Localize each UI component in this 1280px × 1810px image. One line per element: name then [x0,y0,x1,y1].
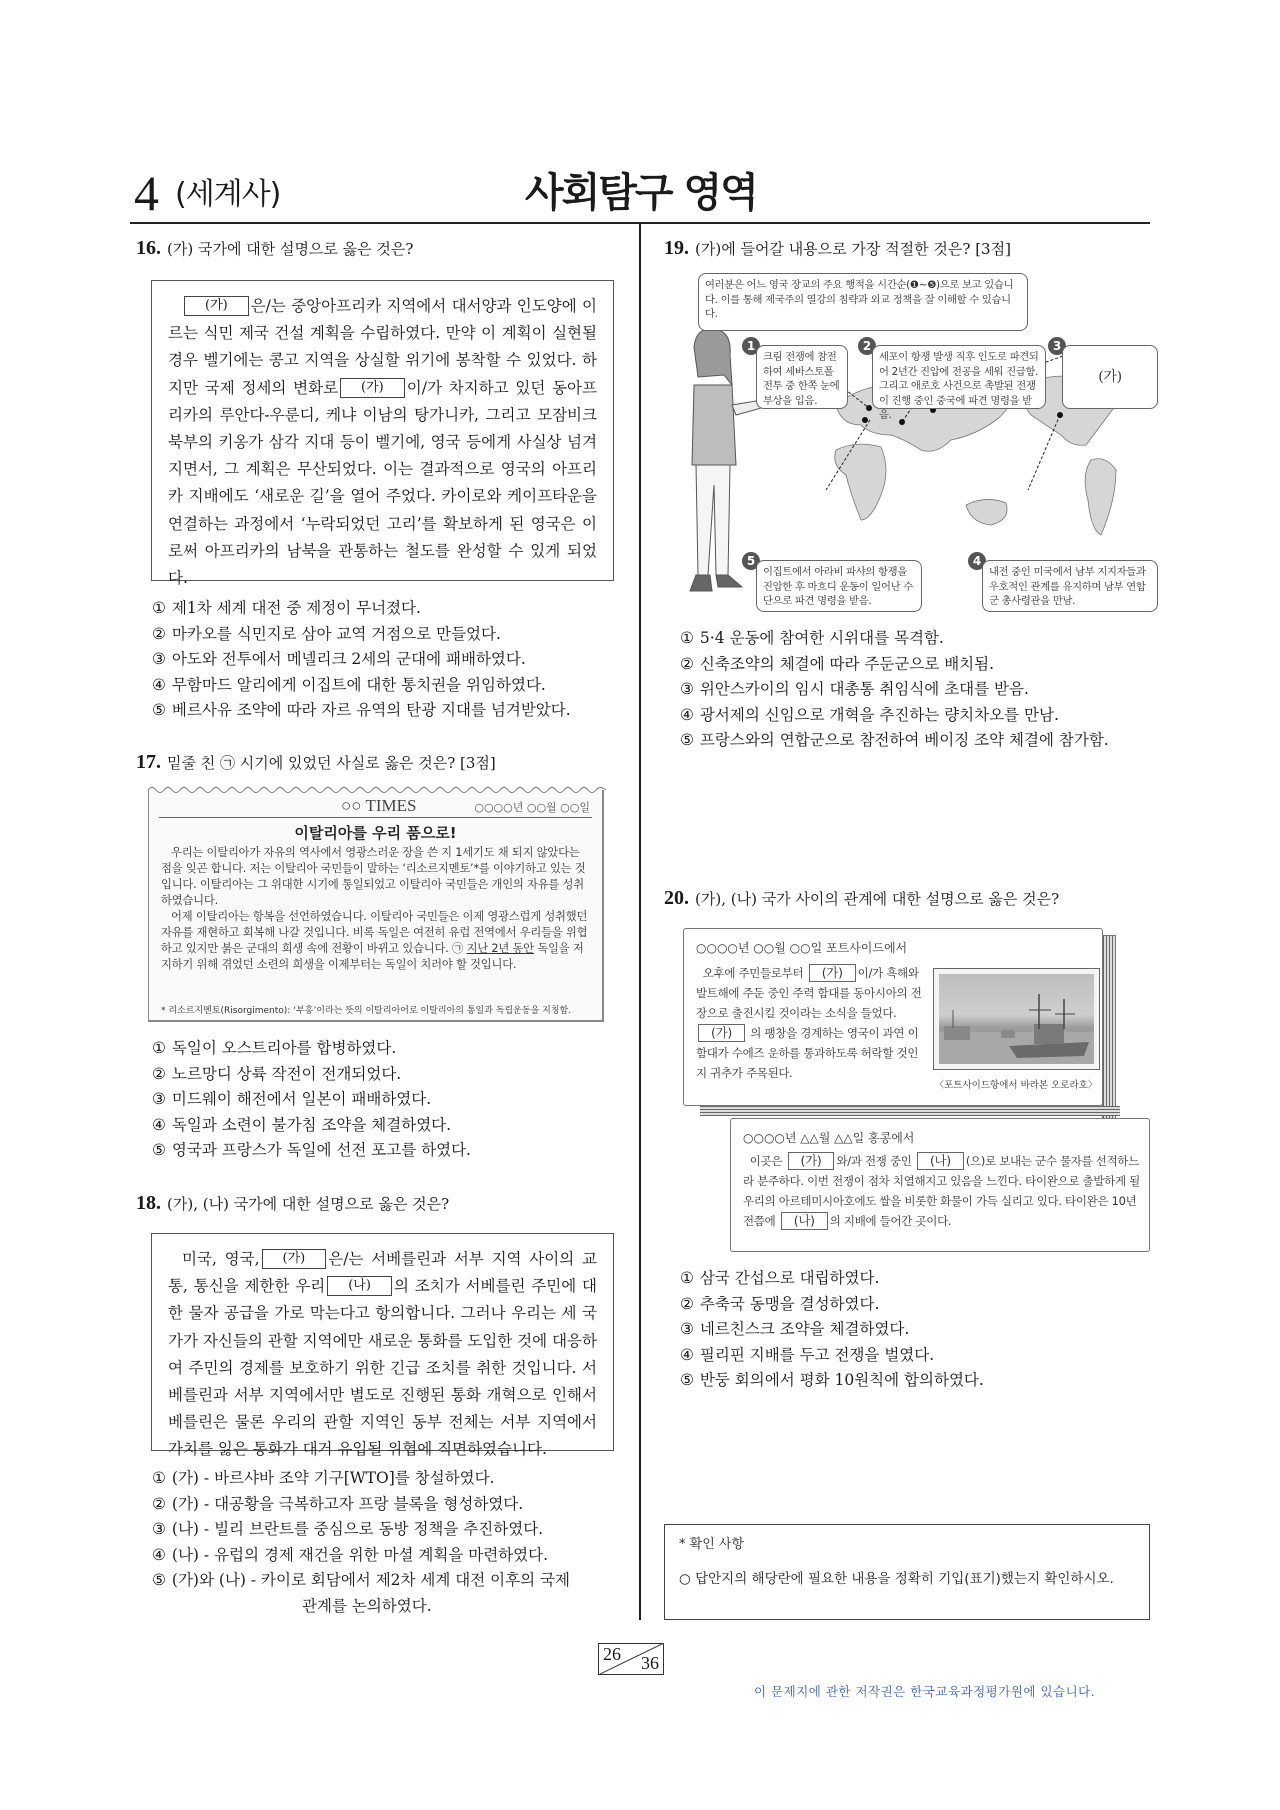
notice-title: * 확인 사항 [679,1537,744,1552]
event-5-box: 이집트에서 아라비 파샤의 항쟁을 진압한 후 마흐디 운동이 일어난 수단으로 파견 명령을 받음. [756,560,922,612]
entry-body: 이곳은 (가) 와/과 전쟁 중인 (나) (으)로 보내는 군수 물자를 선적하느라 분주하다. 이번 전쟁이 점차 치열해지고 있음을 느낀다. 타이완으로 출발하게 될 우리의 아르테미시아호에도 쌀을 비롯한 화물이 가득 실리고 있다. 타이완은 10년 전쯤에 (나) 의 지배에 들어간 곳이다. [743,1153,1140,1228]
event-2-box: 세포이 항쟁 발생 직후 인도로 파견되어 2년간 진압에 전공을 세워 진급함. 그리고 애로호 사건으로 촉발된 전쟁이 진행 중인 중국에 파견 명령을 받음. [872,345,1046,409]
question-16-choices [152,596,571,724]
event-badge-5: 5 [742,552,760,570]
blank-ga: (가) [788,1152,835,1170]
notice-body: ○ 답안지의 해당란에 필요한 내용을 정확히 기입(표기)했는지 확인하시오. [679,1571,1114,1587]
blank-ga: (가) [809,964,856,982]
choice-3[interactable]: ③ 네르친스크 조약을 체결하였다. [680,1320,910,1338]
passage-text: 이/가 차지하고 있던 동아프리카의 루안다-우룬디, 케냐 이남의 탕가니카, 그리고 모잠비크 북부의 키옹가 삼각 지대 등이 벨기에, 영국 등에게 사실상 넘겨지면서, 그 계획은 무산되었다. 이는 결과적으로 영국의 아프리카 지배에도 ‘새로운 길’을 열어 주었다. 카이로와 케이프타운을 연결하는 과정에서 ‘누락되었던 고리’를 확보하게 된 영국은 이로써 아프리카의 남북을 관통하는 철도를 완성할 수 있게 되었다. [168,378,597,588]
blank-na: (나) [917,1152,964,1170]
event-badge-2: 2 [858,337,876,355]
choice-4[interactable]: ④ 필리핀 지배를 두고 전쟁을 벌였다. [680,1345,935,1364]
choice-4[interactable]: ④ 독일과 소련이 불가침 조약을 체결하였다. [152,1115,452,1134]
question-18-passage: 미국, 영국, (가) 은/는 서베를린과 서부 지역 사이의 교통, 통신을 제한한 우리 (나) 의 조치가 서베를린 주민에 대한 물자 공급을 가로 막는다고 항의합니다. 그러나 우리는 세 국가가 자신들의 관할 지역에만 새로운 통화를 도입한 것에 대응하여 주민의 경제를 보호하기 위한 긴급 조치를 취한 것입니다. 서베를린과 서부 지역에서만 별도로 진행된 통화 개혁으로 인해서 베를린은 물론 우리의 관할 지역인 동부 전체는 서부 지역에서 가치를 잃은 통화가 대거 유입될 위협에 직면하였습니다. [151,1233,614,1451]
newspaper-date: ○○○○년 ○○월 ○○일 [474,801,590,814]
question-number: 16. [136,237,161,259]
event-1-box: 크림 전쟁에 참전하여 세바스토폴 전투 중 한쪽 눈에 부상을 입음. [756,345,848,409]
choice-1[interactable]: ① 5·4 운동에 참여한 시위대를 목격함. [680,629,944,647]
page-number-header: 4 [134,165,159,221]
question-number: 17. [136,751,161,773]
column-divider [639,223,641,1620]
entry-date: ○○○○년 △△월 △△일 홍콩에서 [743,1131,915,1145]
marker-giyeok: ㉠ [452,942,464,955]
photo-caption: 〈포트사이드항에서 바라본 오로라호〉 [934,1080,1098,1091]
newspaper-clipping [148,790,604,1022]
newspaper-headline: 이탈리아를 우리 품으로! [294,824,457,842]
page-title: 사회탐구 영역 [525,170,757,216]
event-badge-3: 3 [1048,337,1066,355]
question-number: 20. [664,887,689,909]
newspaper-masthead [159,796,592,818]
blank-na: (나) [781,1212,828,1230]
ship-illustration [939,974,1099,1069]
choice-3[interactable]: ③ 아도와 전투에서 메넬리크 2세의 군대에 패배하였다. [152,650,526,668]
choice-3[interactable]: ③ (나) - 빌리 브란트를 중심으로 동방 정책을 추진하였다. [152,1520,544,1538]
choice-1[interactable]: ① 삼국 간섭으로 대립하였다. [680,1269,880,1287]
torn-edge-decoration [148,784,606,794]
choice-4[interactable]: ④ 무함마드 알리에게 이집트에 대한 통치권을 위임하였다. [152,675,546,694]
diary-entry-hongkong [730,1118,1150,1252]
question-prompt: (가), (나) 국가 사이의 관계에 대한 설명으로 옳은 것은? [695,890,1060,908]
question-18-title [136,1193,449,1214]
event-badge-1: 1 [742,337,760,355]
newspaper-footnote: * 리소르지멘토(Risorgimento): ‘부흥’이라는 뜻의 이탈리아어로 이탈리아의 통일과 독립운동을 지칭함. [161,1006,572,1016]
question-16-title [136,238,413,259]
blank-ga: (가) [340,378,405,398]
choice-2[interactable]: ② (가) - 대공황을 극복하고자 프랑 블록을 형성하였다. [152,1494,524,1513]
blank-ga: (가) [262,1249,327,1269]
question-17-title [136,752,496,773]
choice-4[interactable]: ④ 광서제의 신임으로 개혁을 추진하는 량치차오를 만남. [680,705,1059,724]
subject-label: (세계사) [175,177,281,212]
choice-2[interactable]: ② 추축국 동맹을 결성하였다. [680,1294,880,1313]
choice-1[interactable]: ① 독일이 오스트리아를 합병하였다. [152,1039,397,1057]
choice-2[interactable]: ② 마카오를 식민지로 삼아 교역 거점으로 만들었다. [152,624,501,643]
choice-2[interactable]: ② 신축조약의 체결에 따라 주둔군으로 배치됨. [680,654,995,673]
page-indicator [598,1643,664,1675]
blank-ga: (가) [698,1024,745,1042]
question-17-choices [152,1036,471,1164]
check-notice-box [664,1524,1150,1620]
question-number: 19. [664,237,689,259]
diary-entry-portsaid [683,928,1103,1106]
choice-3[interactable]: ③ 미드웨이 해전에서 일본이 패배하였다. [152,1090,432,1108]
question-20-choices [680,1266,984,1394]
newspaper-body: 우리는 이탈리아가 자유의 역사에서 영광스러운 장을 쓴 지 1세기도 채 되지 않았다는 점을 잊곤 합니다. 저는 이탈리아 국민들이 말하는 ‘리소르지멘토’*를 이야기하고 있는 것입니다. 이탈리아는 그 위대한 시기에 통일되었고 이탈리아 국민들은 개인의 자유를 성취하였습니다. 어제 이탈리아는 항복을 선언하였습니다. 이탈리아 국민들은 이제 영광스럽게 성취했던 자유를 재현하고 회복해 나갈 것입니다. 비록 독일은 여전히 유럽 전역에서 우리들을 위협하고 있지만 붉은 군대의 희생 속에 전황이 바뀌고 있습니다. ㉠ 지난 2년 동안 독일을 저지하기 위해 겪었던 소련의 희생을 이제부터는 독일이 치러야 할 것입니다. [161,846,588,971]
event-3-box [1062,345,1158,409]
passage-text: 은/는 중앙아프리카 지역에서 대서양과 인도양에 이르는 식민 제국 건설 계획을 수립하였다. 만약 이 계획이 실현될 경우 벨기에는 콩고 지역을 상실할 위기에 봉착할 수 있었다. 하지만 국제 정세의 변화로 [168,297,597,397]
question-prompt: (가)에 들어갈 내용으로 가장 적절한 것은? [3점] [695,240,1011,258]
entry-body: 오후에 주민들로부터 (가) 이/가 흑해와 발트해에 주둔 중인 주력 함대를 동아시아의 전장으로 출진시킬 것이라는 소식을 들었다. (가) 의 팽창을 경계하는 영국이 과연 이 함대가 수에즈 운하를 통과하도록 허락할 것인지 귀추가 주목된다. [696,965,922,1080]
question-20-title [664,888,1059,909]
choice-5[interactable]: ⑤ 반둥 회의에서 평화 10원칙에 합의하였다. [680,1371,984,1389]
letter-stack-edge [700,1106,1120,1116]
underlined-phrase: 지난 2년 동안 [466,942,534,955]
blank-na: (나) [327,1276,392,1296]
blank-ga: (가) [184,296,249,316]
gap-ga-label: (가) [1098,368,1122,385]
question-prompt: (가) 국가에 대한 설명으로 옳은 것은? [167,240,414,258]
battleship-photo [934,969,1099,1069]
choice-5[interactable]: ⑤ 프랑스와의 연합군으로 참전하여 베이징 조약 체결에 참가함. [680,731,1109,749]
newspaper-name: ○○ TIMES [341,796,417,815]
choice-1[interactable]: ① 제1차 세계 대전 중 제정이 무너졌다. [152,599,421,617]
teacher-speech-bubble: 여러분은 어느 영국 장교의 주요 행적을 시간순(❶~❺)으로 보고 있습니다. 이를 통해 제국주의 열강의 침략과 외교 정책을 잘 이해할 수 있습니다. [698,273,1028,331]
choice-1[interactable]: ① (가) - 바르샤바 조약 기구[WTO]를 창설하였다. [152,1469,495,1487]
choice-3[interactable]: ③ 위안스카이의 임시 대총통 취임식에 초대를 받음. [680,680,1029,698]
entry-date: ○○○○년 ○○월 ○○일 포트사이드에서 [696,941,908,955]
event-4-box: 내전 중인 미국에서 남부 지지자들과 우호적인 관계를 유지하며 남부 연합군 총사령관을 만남. [982,560,1158,612]
question-19-title [664,238,1011,259]
choice-5[interactable]: ⑤ 영국과 프랑스가 독일에 선전 포고를 하였다. [152,1141,471,1159]
choice-4[interactable]: ④ (나) - 유럽의 경제 재건을 위한 마셜 계획을 마련하였다. [152,1545,549,1564]
choice-2[interactable]: ② 노르망디 상륙 작전이 전개되었다. [152,1064,402,1083]
question-number: 18. [136,1192,161,1214]
question-19-choices [680,626,1109,754]
question-18-choices [152,1466,570,1619]
event-badge-4: 4 [968,552,986,570]
current-page: 26 [603,1644,621,1664]
officer-timeline-illustration [676,275,1152,615]
choice-5[interactable]: ⑤ 베르사유 조약에 따라 자르 유역의 탄광 지대를 넘겨받았다. [152,701,571,719]
question-16-passage [151,280,614,588]
choice-5[interactable]: ⑤ (가)와 (나) - 카이로 회담에서 제2차 세계 대전 이후의 국제 관계를 논의하였다. [152,1571,570,1615]
total-pages: 36 [641,1653,659,1673]
letter-stack-edge [1102,935,1116,1130]
question-prompt: (가), (나) 국가에 대한 설명으로 옳은 것은? [167,1195,450,1213]
question-prompt: 밑줄 친 ㉠ 시기에 있었던 사실로 옳은 것은? [3점] [167,754,496,772]
copyright-notice: 이 문제지에 관한 저작권은 한국교육과정평가원에 있습니다. [754,1684,1096,1699]
